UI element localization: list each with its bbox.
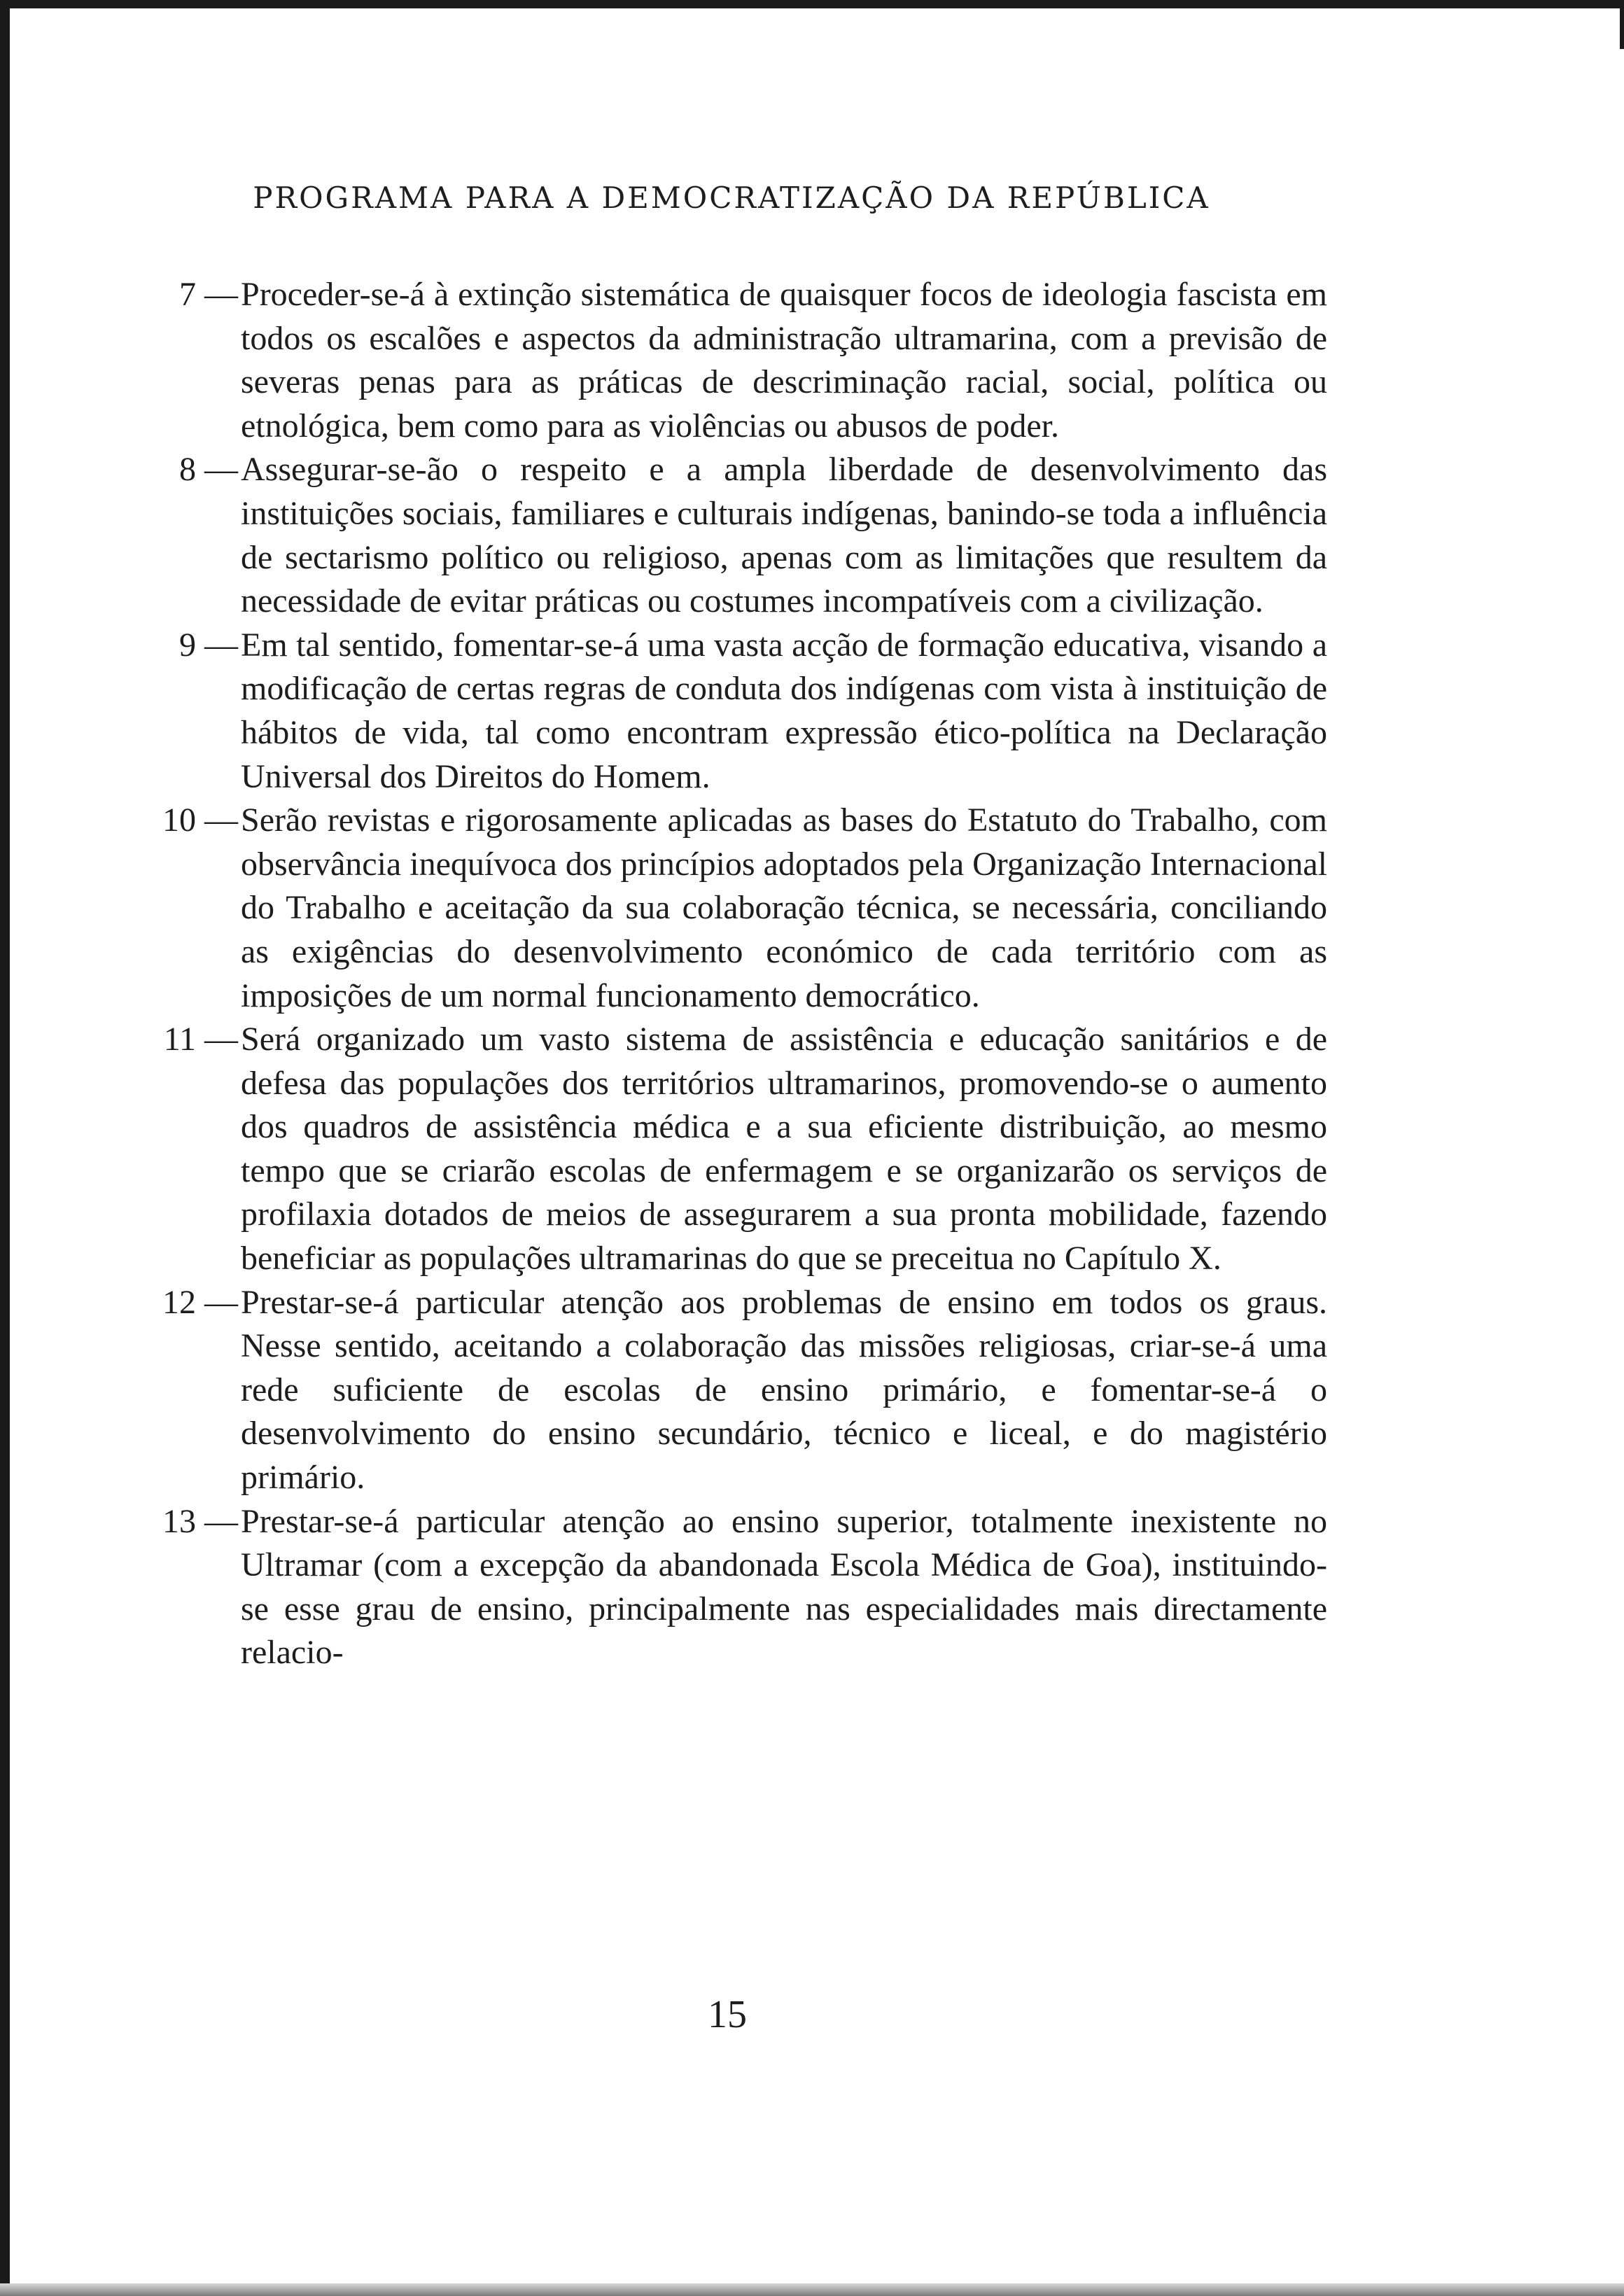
- list-item: [112, 1500, 1327, 1675]
- item-text: Será organizado um vasto sistema de assistência e educação sanitários e de defesa das populações dos territórios ultramarinos, promovendo-se o aumento dos quadros de assistência médica e a sua eficiente distribuição, ao mesmo tempo que se criarão escolas de enfermagem e se organizarão os serviços de profilaxia dotados de meios de assegurarem a sua pronta mobilidade, fazendo beneficiar as populações ultramarinas do que se preceitua no Capítulo X.: [241, 1021, 1327, 1278]
- scan-border-bottom: [0, 2283, 1624, 2296]
- list-item: [112, 624, 1327, 799]
- item-number: 11 —: [163, 1021, 238, 1058]
- item-number: 8 —: [179, 451, 238, 489]
- item-text: Proceder-se-á à extinção sistemática de quaisquer focos de ideologia fascista em todos os escalões e aspectos da administração ultramarina, com a previsão de severas penas para as práticas de descriminação racial, social, política ou etnológica, bem como para as violências ou abusos de poder.: [241, 276, 1327, 444]
- item-number: 12 —: [162, 1283, 238, 1321]
- list-item: [112, 273, 1327, 448]
- item-text: Prestar-se-á particular atenção aos problemas de ensino em todos os graus. Nesse sentido, aceitando a colaboração das missões religiosas, criar-se-á uma rede suficiente de escolas de ensino primário, e fomentar-se-á o desenvolvimento do ensino secundário, técnico e liceal, e do magistério primário.: [241, 1283, 1327, 1497]
- scan-border-left: [0, 0, 10, 2296]
- list-item: [112, 1281, 1327, 1500]
- scan-border-right: [1620, 0, 1624, 49]
- running-header: PROGRAMA PARA A DEMOCRATIZAÇÃO DA REPÚBLICA: [253, 181, 1210, 215]
- item-number: 13 —: [162, 1502, 238, 1540]
- list-item: [112, 1018, 1327, 1281]
- list-item: [112, 799, 1327, 1018]
- item-number: 9 —: [179, 626, 238, 664]
- page-number: 15: [708, 1993, 747, 2036]
- item-text: Prestar-se-á particular atenção ao ensino superior, totalmente inexistente no Ultramar (com a excepção da abandonada Escola Médica de Goa), instituindo-se esse grau de ensino, principalmente nas especialidades mais directamente relacio-: [241, 1502, 1327, 1672]
- scan-border-top: [0, 0, 1624, 8]
- item-text: Serão revistas e rigorosamente aplicadas as bases do Estatuto do Trabalho, com observância inequívoca dos princípios adoptados pela Organização Internacional do Trabalho e aceitação da sua colaboração técnica, se necessária, conciliando as exigências do desenvolvimento económico de cada território com as imposições de um normal funcionamento democrático.: [241, 802, 1327, 1014]
- item-text: Em tal sentido, fomentar-se-á uma vasta acção de formação educativa, visando a modificação de certas regras de conduta dos indígenas com vista à instituição de hábitos de vida, tal como encontram expressão ético-política na Declaração Universal dos Direitos do Homem.: [241, 626, 1327, 795]
- item-number: 7 —: [179, 276, 238, 313]
- list-item: [112, 448, 1327, 623]
- item-text: Assegurar-se-ão o respeito e a ampla liberdade de desenvolvimento das instituições sociais, familiares e culturais indígenas, banindo-se toda a influência de sectarismo político ou religioso, apenas com as limitações que resultem da necessidade de evitar práticas ou costumes incompatíveis com a civilização.: [241, 451, 1327, 620]
- numbered-list: [112, 273, 1327, 1675]
- item-number: 10 —: [162, 802, 238, 839]
